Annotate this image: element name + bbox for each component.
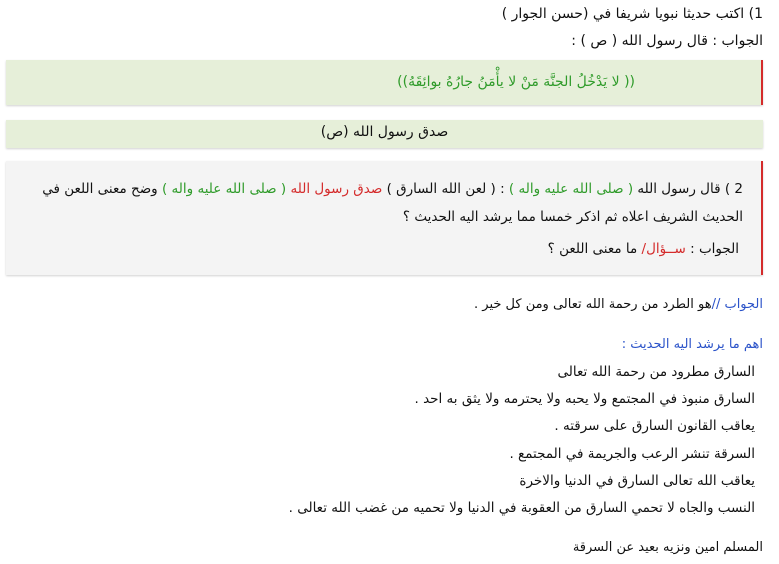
- q2-part2: : ( لعن الله السارق ): [382, 181, 509, 197]
- guidance-item: السرقة تنشر الرعب والجريمة في المجتمع .: [509, 446, 755, 462]
- question-2-box: [6, 161, 763, 275]
- q2-salawat-1: ( صلى الله عليه واله ): [508, 181, 634, 197]
- q2-answer-label: الجواب :: [685, 241, 739, 257]
- guidance-item: السارق منبوذ في المجتمع ولا يحبه ولا يحترمه ولا يثق به احد .: [414, 391, 755, 407]
- q2-part1: 2 ) قال رسول الله: [637, 181, 743, 197]
- answer-label: الجواب //: [711, 297, 763, 312]
- question-1-title: 1) اكتب حديثا نبويا شريفا في (حسن الجوار ): [501, 6, 763, 22]
- question-2-text: [16, 175, 743, 231]
- sadaq-text: صدق رسول الله (ص): [320, 124, 449, 140]
- guidance-heading: اهم ما يرشد اليه الحديث :: [621, 337, 763, 352]
- q2-sadaq: صدق رسول الله: [290, 181, 383, 197]
- question-1-answer-intro: الجواب : قال رسول الله ( ص ) :: [571, 33, 763, 49]
- question-2-answer: [548, 241, 739, 257]
- guidance-item: يعاقب القانون السارق على سرقته .: [554, 418, 755, 434]
- q2-salawat-2: ( صلى الله عليه واله ): [162, 181, 287, 197]
- guidance-item: السارق مطرود من رحمة الله تعالى: [557, 364, 755, 380]
- guidance-item: النسب والجاه لا تحمي السارق من العقوبة في الدنيا ولا تحميه من غضب الله تعالى .: [288, 500, 755, 516]
- q2-question: ما معنى اللعن ؟: [547, 241, 642, 257]
- answer-line: [474, 297, 763, 312]
- hadith-box: [6, 60, 763, 105]
- answer-text: هو الطرد من رحمة الله تعالى ومن كل خير .: [474, 297, 712, 312]
- q2-sawal: ســؤال/: [641, 241, 686, 257]
- guidance-item: يعاقب الله تعالى السارق في الدنيا والاخرة: [519, 473, 755, 489]
- hadith-text: (( لا يَدْخُلُ الجنَّة مَنْ لا يأْمَنُ جارُهُ بوائِقَهُ)): [397, 74, 635, 90]
- q2-part3: وضح معنى اللعن في الحديث الشريف اعلاه ثم اذكر خمسا مما يرشد اليه الحديث ؟: [42, 181, 743, 225]
- sadaq-box: [6, 120, 763, 148]
- closing-line: المسلم امين ونزيه بعيد عن السرقة: [572, 540, 763, 555]
